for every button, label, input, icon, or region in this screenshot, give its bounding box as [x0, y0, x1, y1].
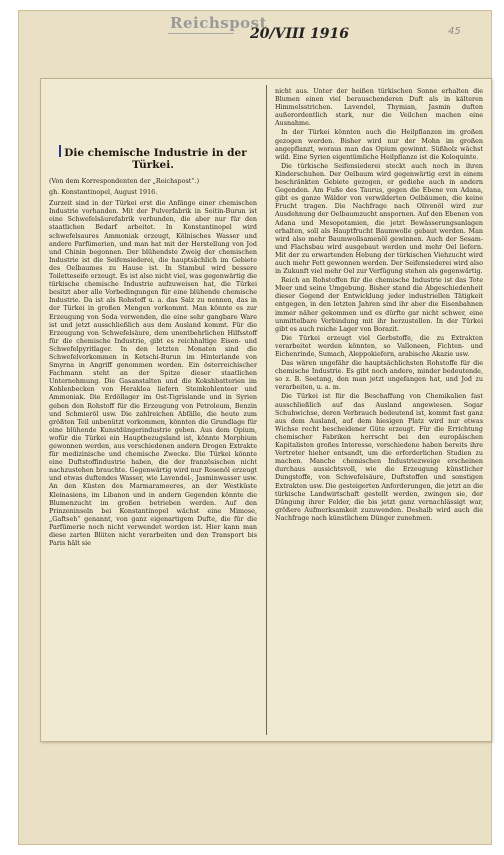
article-paragraph: Reich an Rohstoffen für die chemische Industrie ist das Tote Meer und seine Umgebung. Bisher stand die Abgeschiedenheit dieser Gegend der Entwicklung jeder industriellen Tätigkeit entgegen, in den letzten Jahren sind ihr aber die Eisenbahnen immer näher gekommen und es dürfte gar nicht schwer, eine unmittelbare Verbindung mit ihr herzustellen. In der Türkei gibt es auch reiche Lager von Borazit.: [275, 276, 483, 333]
column-divider: [266, 85, 267, 735]
column-right: [275, 87, 483, 523]
article-paragraph: Das wären ungefähr die hauptsächlichsten Rohstoffe für die chemische Industrie. Es gibt noch andere, minder bedeutende, so z. B. Seetang, den man jetzt ungefangen hat, und Jod zu verarbeiten, u. a. m.: [275, 359, 483, 392]
title-margin-mark: [59, 145, 61, 157]
article-paragraph: Zurzeit sind in der Türkei erst die Anfänge einer chemischen Industrie vorhanden. Mit der Pulverfabrik in Seitin-Burun ist eine Schwefelsäurefabrik verbunden, die aber nur für den staatlichen Bedarf arbeitet. In Konstantinopel wird schwefelsaures Ammoniak erzeugt, Kölnisches Wasser und andere Parfümerien, und man hat mit der Herstellung von Jod und Chinin begonnen. Der blühendste Zweig der chemischen Industrie ist die Seifensiederei, die hauptsächlich im Gebiete des Oelbaumes zu Hause ist. In Stambul wird bessere Toiletteseife erzeugt. Es ist also nicht viel, was gegenwärtig die türkische chemische Industrie aufzuweisen hat, die Türkei besitzt aber alle Vorbedingungen für eine blühende chemische Industrie. Da ist als Rohstoff u. a. das Salz zu nennen, das in der Türkei in großen Mengen vorkommt. Man könnte es zur Erzeugung von Soda verwenden, die eine sehr gangbare Ware ist und jetzt ausschließlich aus dem Ausland kommt. Für die Erzeugung von Schwefelsäure, dem unentbehrlichen Hilfsstoff für die chemische Industrie, gibt es reichhaltige Eisen- und Schwefelpyritlager. In den letzten Monaten sind die Schwefelvorkommen in Ketschi-Burun im Hinterlande von Smyrna in Angriff genommen worden. Ein österreichischer Fachmann steht an der Spitze dieser staatlichen Unternehmung. Die Gasanstalten und die Kokshbatterien im Kohlenbecken von Heraklea liefern Steinkohlenteer und Ammoniak. Die Erdöllager im Ost-Tigrislande und in Syrien geben den Rohstoff für die Erzeugung von Petroleum, Benzin und Schmieröl usw. Die zahlreichen Abfälle, die heute zum größten Teil unbenützt vorkommen, könnten die Grundlage für eine blühende Kunstdüngerindustrie geben. Aus dem Opium, wofür die Türkei ein Hauptbezugsland ist, könnte Morphium gewonnen werden, aus verschiedenen andern Drogen Extrakte für medizinische und chemische Zwecke. Die Türkei könnte eine Duftstoffindustrie haben, die der französischen nicht nachzustehen brauchte. Gegenwärtig wird nur Rosenöl erzeugt und etwas duftendes Wasser, wie Lavendel-, Jasminwasser usw. An den Küsten des Marmarameeres, an der Westküste Kleinasiens, im Libanon und in andern Gegenden könnte die Blumenzucht im großen betrieben werden. Auf den Prinzeninseln bei Konstantinopel wächst eine Mimose, „Gaftseh“ genannt, von ganz eigenartigem Dufte, die für die Parfümerie noch nicht verwendet worden ist. Hier kann man diese zarten Blüten nicht verarbeiten und den Transport bis Paris hält sie: [49, 199, 257, 548]
article-dateline: gh. Konstantinopel, August 1916.: [49, 188, 158, 197]
stamp-underline: [168, 33, 234, 34]
article-paragraph: Die Türkei ist für die Beschaffung von Chemikalien fast ausschließlich auf das Ausland angewiesen. Sogar Schuhwichse, deren Verbrauch bedeutend ist, kommt fast ganz aus dem Ausland, auf dem hiesigen Platz wird nur etwas Wichse recht bescheidener Güte erzeugt. Für die Errichtung chemischer Fabriken herrscht bei den europäischen Kapitalisten großes Interesse, verschiedene haben bereits ihre Vertreter hieher entsandt, um die erforderlichen Studien zu machen. Manche chemischen Industriezweige erscheinen durchaus aussichtsvoll, wie die Erzeugung künstlicher Dungstoffe, von Schwefelsäure, Duftstoffen und sonstigen Extrakten usw. Die gesteigerten Anforderungen, die jetzt an die türkische Landwirtschaft gestellt werden, zwingen sie, der Düngung ihrer Felder, die bis jetzt ganz vernachlässigt war, größere Aufmerksamkeit zuzuwenden. Deshalb wird auch die Nachfrage nach künstlichem Dünger zunehmen.: [275, 392, 483, 522]
newspaper-clipping: [40, 78, 492, 742]
article-title: [49, 145, 257, 171]
article-title-text: Die chemische Industrie in der Türkei.: [64, 147, 247, 171]
article-paragraph: nicht aus. Unter der heißen türkischen Sonne erhalten die Blumen einen viel berauschenderen Duft als in kälteren Himmelsstrichen. Lavendel, Thymian, Jasmin duften außerordentlich stark, nur die Veilchen machen eine Ausnahme.: [275, 87, 483, 128]
column-left: [49, 87, 257, 548]
handwritten-date: 20/VIII 1916: [250, 26, 349, 42]
article-byline: (Von dem Korrespondenten der „Reichspost“.): [49, 177, 200, 185]
article-paragraph: Die türkische Seifensiederei steckt auch noch in ihren Kinderschuhen. Der Oelbaum wird gegenwärtig erst in einem beschränkten Gebiete gezogen, er gediehe auch in andern Gegenden. Am Fuße des Taurus, gegen die Ebene von Adana, gibt es ganze Wälder von verwilderten Oelbäumen, die keine Frucht tragen. Die Nachfrage nach Olivenöl wird zur Ausdehnung der Oelbaumzucht anspornen. Auf den Ebenen von Adana und Mesopotamien, die jetzt Bewässerungsanlagen erhalten, soll als Hauptfrucht Baumwolle gebaut werden. Man wird also mehr Baumwollsamenöl gewinnen. Auch der Sesam- und Flachsbau wird ausgebaut werden und mehr Oel liefern. Mit der zu erwartenden Hebung der türkischen Viehzucht wird auch mehr Fett gewonnen werden. Der Seifensiederei wird also in Zukunft viel mehr Oel zur Verfügung stehen als gegenwärtig.: [275, 161, 483, 276]
article-paragraph: In der Türkei könnten auch die Heilpflanzen im großen gezogen werden. Bisher wird nur der Mohn im großen angepflanzt, woraus man das Opium gewinnt. Süßholz wächst wild. Eine Syrien eigentümliche Heilpflanze ist die Koloquinte.: [275, 128, 483, 161]
article-paragraph: Die Türkei erzeugt viel Gerbstoffe, die zu Extrakten verarbeitet werden könnten, so Valloneen, Fichten- und Eichenrinde, Sumach, Aleppokiefern, arabische Akazie usw.: [275, 333, 483, 358]
page-reference-number: 45: [448, 26, 461, 37]
newspaper-stamp: Reichspost: [170, 14, 268, 32]
